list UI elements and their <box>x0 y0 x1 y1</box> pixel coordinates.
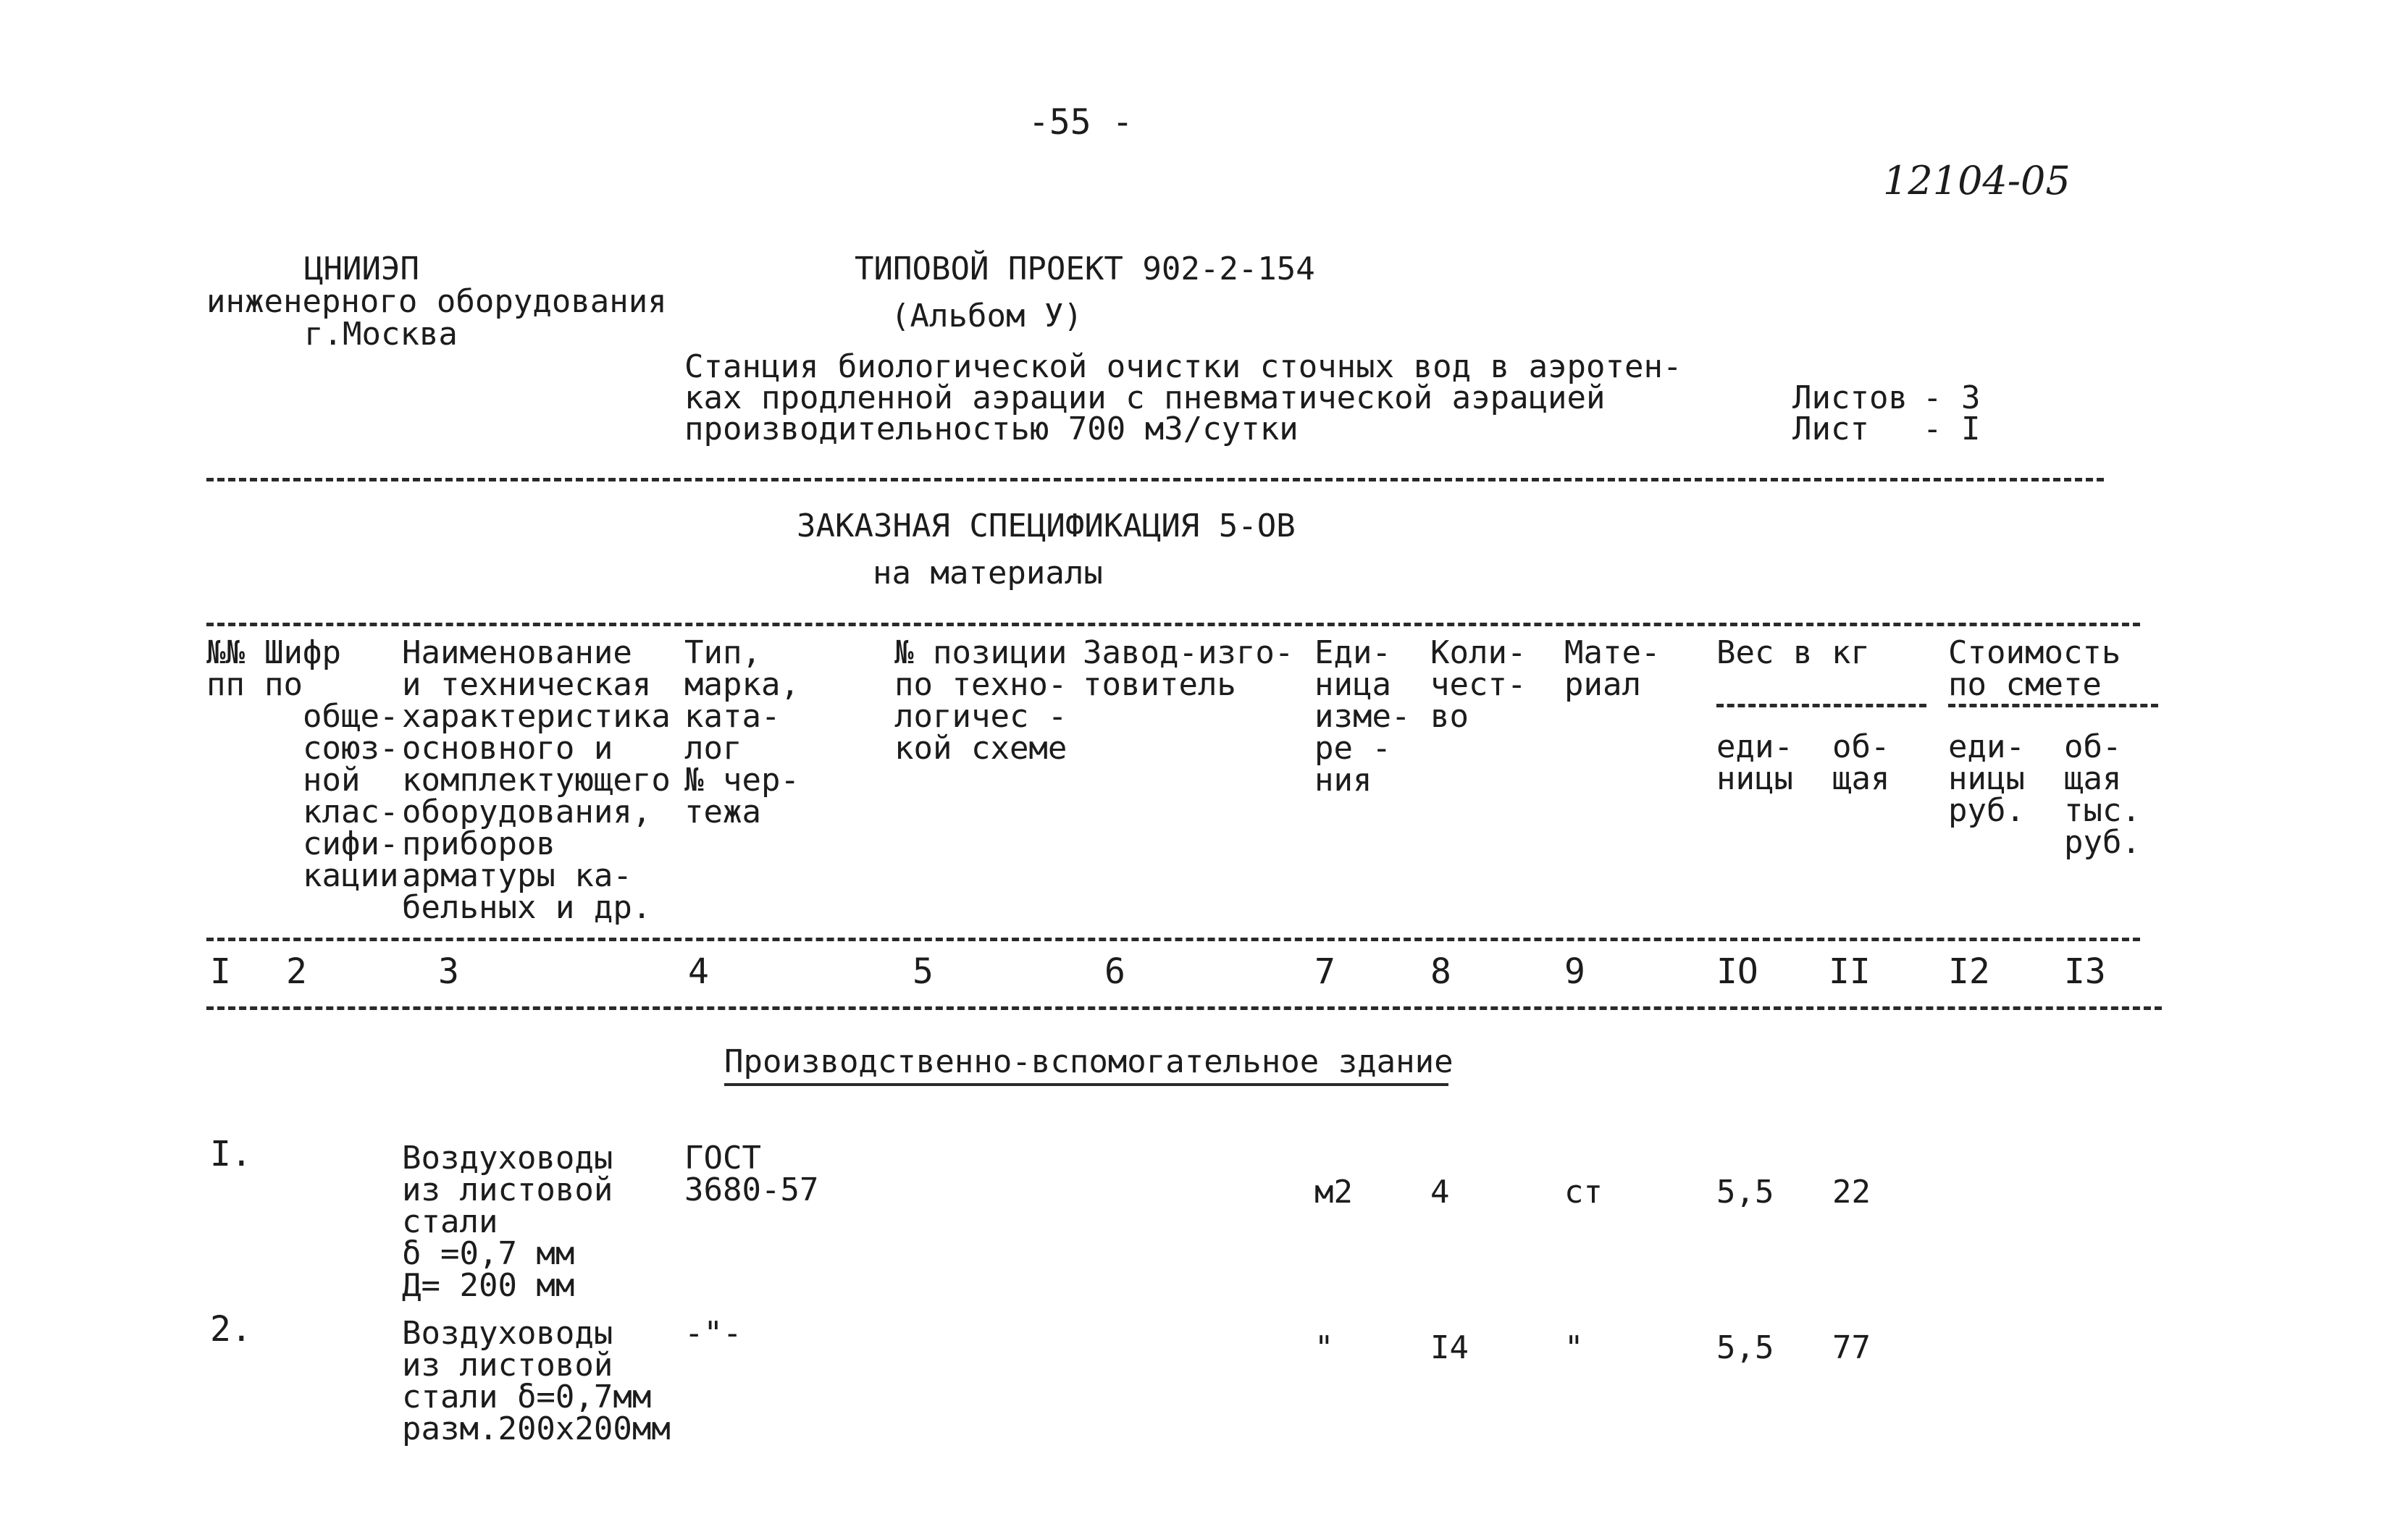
row-item-name: Воздуховоды из листовой стали δ=0,7мм разм.200х200мм <box>402 1315 671 1447</box>
document-code: 12104-05 <box>1883 158 2071 203</box>
sheets-total-label: Листов <box>1792 379 1908 416</box>
header-weight-group: Вес в кг <box>1716 634 1870 671</box>
header-col-type: Тип, марка, ката- лог № чер- тежа <box>684 634 800 830</box>
table-top-line <box>206 623 2140 626</box>
col-number: IO <box>1716 951 1758 992</box>
col-number: 5 <box>913 951 934 992</box>
header-col-unit: Еди- ница изме- ре - ния <box>1314 634 1411 799</box>
header-cost-group: Стоимость по смете <box>1948 634 2121 703</box>
col-number: I2 <box>1948 951 1990 992</box>
col-number: I3 <box>2064 951 2106 992</box>
cost-group-divider <box>1948 704 2158 707</box>
col-number: 4 <box>688 951 709 992</box>
header-col-name: Наименование и техническая характеристика основного и комплектующего оборудования, приборов арматуры ка- бельных и др. <box>402 634 671 926</box>
row-item-type: ГОСТ 3680-57 <box>684 1140 819 1208</box>
sheet-number-value: - I <box>1923 411 1981 447</box>
header-col-row-number: №№ пп <box>206 634 245 703</box>
row-number: I. <box>210 1134 252 1174</box>
header-col-cost-unit: еди- ницы руб. <box>1948 728 2025 829</box>
row-quantity: 4 <box>1430 1174 1450 1211</box>
spec-subtitle: на материалы <box>873 555 1103 592</box>
header-col-classifier-code: Шифр по обще- союз- ной клас- сифи- кации <box>264 634 399 894</box>
col-number: 7 <box>1314 951 1335 992</box>
row-quantity: I4 <box>1430 1329 1469 1366</box>
row-material: ст <box>1564 1174 1603 1211</box>
row-unit: м2 <box>1314 1174 1353 1211</box>
weight-group-divider <box>1716 704 1926 707</box>
org-name: ЦНИИЭП <box>304 251 419 287</box>
col-number: 8 <box>1430 951 1451 992</box>
col-number: 9 <box>1564 951 1585 992</box>
project-title: ТИПОВОЙ ПРОЕКТ 902-2-154 <box>855 251 1315 287</box>
row-number: 2. <box>210 1309 252 1350</box>
project-description-line2: ках продленной аэрации с пневматической аэрацией <box>684 379 1606 416</box>
section-title: Производственно-вспомогательное здание <box>724 1043 1454 1080</box>
sheet-number-label: Лист <box>1792 411 1869 447</box>
row-item-name: Воздуховоды из листовой стали δ =0,7 мм Д= 200 мм <box>402 1140 613 1304</box>
row-item-type: -"- <box>684 1315 742 1352</box>
header-divider <box>206 478 2104 481</box>
col-number: II <box>1829 951 1871 992</box>
project-album: (Альбом У) <box>891 298 1083 334</box>
header-col-position: № позиции по техно- логичес - кой схеме <box>894 634 1068 767</box>
org-department: инженерного оборудования <box>206 283 667 320</box>
header-col-manufacturer: Завод-изго- товитель <box>1083 634 1294 703</box>
org-city: г.Москва <box>304 316 458 353</box>
project-description-line3: производительностью 700 м3/сутки <box>684 411 1299 447</box>
row-unit: " <box>1314 1329 1334 1366</box>
col-number: 3 <box>438 951 459 992</box>
header-col-quantity: Коли- чест- во <box>1430 634 1527 735</box>
column-numbers-top-line <box>206 938 2140 941</box>
spec-title: ЗАКАЗНАЯ СПЕЦИФИКАЦИЯ 5-ОВ <box>797 508 1296 544</box>
header-col-weight-total: об- щая <box>1832 728 1890 797</box>
project-description-line1: Станция биологической очистки сточных вод в аэротен- <box>684 348 1682 385</box>
col-number: 2 <box>286 951 307 992</box>
col-number: I <box>210 951 231 992</box>
header-col-material: Мате- риал <box>1564 634 1661 703</box>
header-col-weight-unit: еди- ницы <box>1716 728 1793 797</box>
sheets-total-value: - 3 <box>1923 379 1981 416</box>
column-numbers-bottom-line <box>206 1006 2162 1010</box>
header-col-cost-total: об- щая тыс. руб. <box>2064 728 2141 861</box>
row-weight-unit: 5,5 <box>1716 1174 1774 1211</box>
row-weight-unit: 5,5 <box>1716 1329 1774 1366</box>
row-weight-total: 77 <box>1832 1329 1871 1366</box>
row-material: " <box>1564 1329 1584 1366</box>
page-number: -55 - <box>1028 102 1133 143</box>
section-title-underline <box>724 1083 1448 1086</box>
row-weight-total: 22 <box>1832 1174 1871 1211</box>
col-number: 6 <box>1104 951 1125 992</box>
